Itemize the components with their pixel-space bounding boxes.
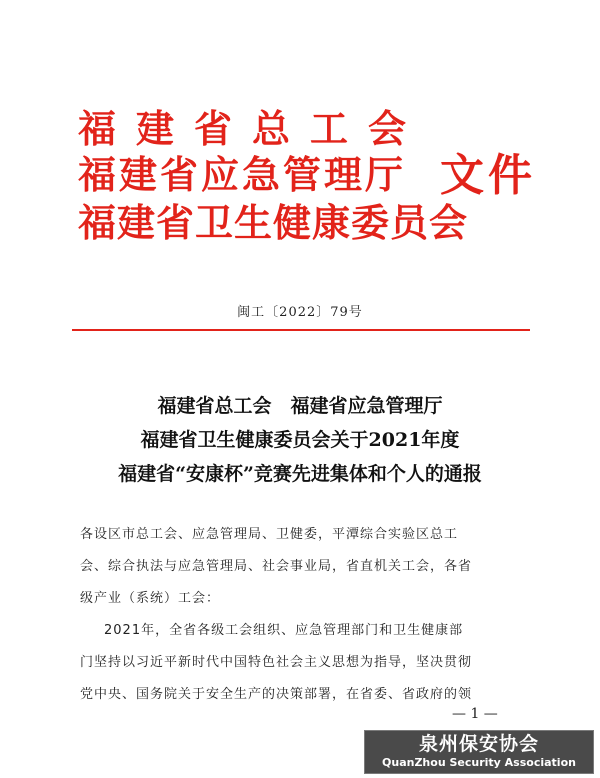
red-divider-line (72, 329, 530, 331)
document-title-line-3: 福建省“安康杯”竞赛先进集体和个人的通报 (118, 463, 482, 485)
letterhead (78, 108, 548, 248)
page-number: — 1 — (452, 706, 498, 722)
body-line-6: 党中央、国务院关于安全生产的决策部署，在省委、省政府的领 (80, 687, 473, 702)
body-line-4: 2021年，全省各级工会组织、应急管理部门和卫生健康部 (104, 623, 464, 638)
letterhead-suffix: 文件 (440, 150, 536, 201)
document-title-line-2: 福建省卫生健康委员会关于2021年度 (140, 429, 460, 451)
body-line-3: 级产业（系统）工会： (80, 591, 221, 606)
letterhead-agency-2: 福建省应急管理厅 (78, 152, 407, 197)
watermark-english-text: QuanZhou Security Association (382, 756, 576, 769)
document-title-line-1: 福建省总工会 福建省应急管理厅 (157, 395, 443, 417)
watermark-badge (364, 730, 594, 774)
document-number: 闽工〔2022〕79号 (237, 305, 363, 320)
letterhead-agency-3: 福建省卫生健康委员会 (78, 200, 469, 245)
body-line-5: 门坚持以习近平新时代中国特色社会主义思想为指导，坚决贯彻 (80, 655, 473, 670)
letterhead-agency-1: 福建省总工会 (78, 106, 427, 151)
watermark-chinese-text: 泉州保安协会 (418, 733, 539, 755)
body-line-1: 各设区市总工会、应急管理局、卫健委，平潭综合实验区总工 (80, 527, 459, 542)
body-line-2: 会、综合执法与应急管理局、社会事业局，省直机关工会，各省 (80, 559, 473, 574)
